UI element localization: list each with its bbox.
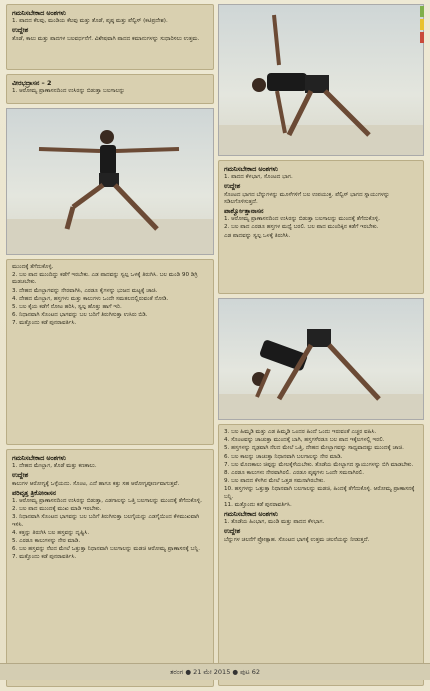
virabhadrasana-heading: ವೀರಭದ್ರಾಸನ – 2 <box>12 79 52 87</box>
step-line: 6. ಬಲ ಹಸ್ತವನ್ನು ನೆಲದ ಮೇಲೆ ಒತ್ತುತ್ತಾ ನಿಧಾನವಾಗಿ ಬಲಗಾಲನ್ನು ಮಡಚಿ ಆರೋಮ್ಯ ಪ್ರಾಣಾಸನಕ್ಕೆ ಬನ್ನಿ. <box>12 546 200 553</box>
parsvottanasana-steps-box <box>218 424 424 686</box>
forward-bend-photo <box>218 298 424 420</box>
purpose-line: ಕಾಲುಗಳ ಆರೋಗ್ಯಕ್ಕೆ ಒಳ್ಳೆಯದು. ಸೊಂಟ, ಎದೆ ಹಾಗೂ ಕತ್ತು ಸಹ ಆರೋಗ್ಯಪೂರ್ಣವಾಗುತ್ತವೆ. <box>12 480 180 487</box>
left-column <box>6 4 214 691</box>
purpose-line: ಸೊಂಟದ ಭಾಗದ ಬೆನ್ನುಗಳನ್ನು ಮೂಳೆಗಳಿಗೆ ಬಲ ಉಪಯುಕ್ತ. ಪೆಲ್ವಿಸ್ ಭಾಗದ ಸ್ನಾಯುಗಳನ್ನು ಸಡಿಲಗೊಳಿಸುತ್ತದೆ. <box>224 191 390 205</box>
step-line: 5. ಎರಡೂ ಕಾಲುಗಳನ್ನು ನೇರ ಮಾಡಿ. <box>12 538 81 545</box>
step-line: 3. ಬಲ ಹಿಮ್ಮಡಿ ಮತ್ತು ಎಡ ಹಿಮ್ಮಡಿ ಒಂದರ ಹಿಂದೆ ಒಂದು ಇರುವಂತೆ ಎಚ್ಚರ ವಹಿಸಿ. <box>224 429 377 435</box>
step-line: 2. ಬಲ ಪಾದ ಮುಂದಿದ್ದು ಕಡೆಗೆ ಇರಬೇಕು. ಎಡ ಪಾದವನ್ನು ಸ್ವಲ್ಪ ಒಳಕ್ಕೆ ತಿರುಗಿಸಿ. ಬಲ ಮಂಡಿ 90 ಡಿಗ್ರಿ ಮಡಚಬೇಕು. <box>12 272 198 286</box>
step-line: 4. ಕತ್ತನ್ನು ತಿರುಗಿಸಿ ಬಲ ಹಸ್ತವನ್ನು ದೃಷ್ಟಿಸಿ. <box>12 529 90 536</box>
triangle-pose-photo <box>218 4 424 156</box>
left-notes-box <box>6 4 214 70</box>
step-line: 9. ಬಲ ಪಾದದ ಕೆಳಗಿನ ಮೇಲೆ ಒತ್ತಡ ಸಮನಾಗಿರಬೇಕು. <box>224 478 326 485</box>
step-line: 4. ದೇಹದ ಮೇಲ್ಭಾಗ, ಹಸ್ತಗಳು ಮತ್ತು ಕಾಲುಗಳು ಒಂದೇ ಸಮತಲದಲ್ಲಿರುವಂತೆ ನೋಡಿ. <box>12 295 169 302</box>
notes-line: 1. ದೇಹದ ಮೇಲ್ಭಾಗ, ತೊಡೆ ಮತ್ತು ಕಣಕಾಲು. <box>12 463 97 470</box>
step-line: 1. ಆರೋಮ್ಯ ಪ್ರಾಣಾಸನದಿಂದ ಉಸಿರನ್ನು ಬಿಡುತ್ತಾ, ಎಡಗಾಲನ್ನು ಒತ್ತಿ ಬಲಗಾಲನ್ನು ಮುಂದಕ್ಕೆ ತೆಗೆದುಕೊಳ್ಳಿ. <box>12 498 203 505</box>
step-line: ಎಡ ಪಾದವನ್ನು ಸ್ವಲ್ಪ ಒಳಕ್ಕೆ ತಿರುಗಿಸಿ. <box>224 232 291 239</box>
virabhadrasana-steps-box <box>6 259 214 445</box>
purpose-heading: ಉದ್ದೇಶ <box>12 471 29 480</box>
step-line: 5. ಹಸ್ತಗಳನ್ನು ದೃಢವಾಗಿ ನೆಲದ ಮೇಲೆ ಒತ್ತಿ, ದೇಹದ ಮೇಲ್ಭಾಗವನ್ನು ಸಾಧ್ಯವಾದಷ್ಟು ಮುಂದಕ್ಕೆ ಚಾಚಿ. <box>224 445 404 452</box>
bar-red <box>420 32 424 43</box>
left-notes-heading: ಗಮನಿಸಬೇಕಾದ ಅಂಶಗಳು <box>12 9 66 17</box>
color-bars <box>420 6 424 62</box>
triangle-pose-figure <box>219 5 424 155</box>
step-line: 7. ಬಲ ಮೊಣಕಾಲು ಚಿಪ್ಪನ್ನು ಮೇಲಕ್ಕೆಳೆಯಬೇಕು. ತೊಡೆಯ ಮೇಲ್ಭಾಗದ ಸ್ನಾಯುಗಳನ್ನು ಬಿಗಿ ಮಾಡಬೇಕು. <box>224 461 414 468</box>
step-line: ಮುಂದಕ್ಕೆ ತೆಗೆದುಕೊಳ್ಳಿ. <box>12 264 54 270</box>
page-footer: ತರಂಗ ● 21 ಮೇ 2015 ● ಪುಟ 62 <box>0 663 430 680</box>
step-line: 3. ದೇಹದ ಮೇಲ್ಭಾಗವನ್ನು ನೇರವಾಗಿಸಿ, ಎರಡೂ ಕೈಗಳನ್ನು ಭುಜದ ಮಟ್ಟಕ್ಕೆ ಚಾಚಿ. <box>12 287 158 294</box>
warrior-pose-photo <box>6 108 214 255</box>
step-line: 7. ಮತ್ತೊಂದು ಕಡೆ ಪುನರಾವರ್ತಿಸಿ. <box>12 320 77 327</box>
notes-line: 1. ತೊಡೆಯ ಹಿಂಭಾಗ, ಮಂಡಿ ಮತ್ತು ಪಾದದ ಕೆಳಭಾಗ. <box>224 519 325 526</box>
left-notes-line: 1. ಪಾದದ ಕೆಲವು, ಮಂಡಿಯ ಕೆಲವು ಮತ್ತು ತೊಡೆ, ಪೃಷ್ಠ ಮತ್ತು ಪೆಲ್ವಿಸ್ (ಕಟಿಪ್ರದೇಶ). <box>12 18 168 25</box>
step-line: 11. ಮತ್ತೊಂದು ಕಡೆ ಪುನರಾವರ್ತಿಸಿ. <box>224 501 292 508</box>
step-line: 6. ಬಲ ಕಾಲನ್ನು ಚಾಚುತ್ತಾ ನಿಧಾನವಾಗಿ ಬಲಗಾಲನ್ನು ನೇರ ಮಾಡಿ. <box>224 453 343 460</box>
step-line: 5. ಬಲ ಕೈಯ ಕಡೆಗೆ ನೋಟ ಹರಿಸಿ, ಸ್ವಲ್ಪ ಹೊತ್ತು ಹಾಗೆ ಇರಿ. <box>12 304 122 311</box>
virabhadrasana-box <box>6 74 214 104</box>
bar-yellow <box>420 19 424 30</box>
purpose-line: ಬೆನ್ನುಗಳ ಚಲನೆಗೆ ಪ್ರೋತ್ಸಾಹ. ಸೊಂಟದ ಭಾಗಕ್ಕೆ ಉತ್ತಮ ಚಲನೆಯನ್ನು ನೀಡುತ್ತದೆ. <box>224 536 370 543</box>
step-line: 10. ಹಸ್ತಗಳನ್ನು ಒತ್ತುತ್ತಾ ನಿಧಾನವಾಗಿ ಬಲಗಾಲನ್ನು ಮಡಚಿ, ಹಿಂದಕ್ಕೆ ತೆಗೆದುಕೊಳ್ಳಿ. ಆರೋಮ್ಯ ಪ್ರಾಣಾಸನಕ್ಕೆ ಬನ್ನಿ. <box>224 486 415 500</box>
right-column <box>218 4 424 690</box>
step-line: 2. ಬಲ ಪಾದ ಎರಡೂ ಹಸ್ತಗಳ ಮಧ್ಯೆ ಬರಲಿ. ಬಲ ಪಾದ ಮುಂದಿಕ್ಕಿನ ಕಡೆಗೆ ಇರಬೇಕು. <box>224 224 379 231</box>
step-line: 1. ಆರೋಮ್ಯ ಪ್ರಾಣಾಸನದಿಂದ ಉಸಿರನ್ನು ಬಿಡುತ್ತಾ ಬಲಗಾಲನ್ನು ಮುಂದಕ್ಕೆ ತೆಗೆದುಕೊಳ್ಳಿ. <box>224 216 381 223</box>
purpose-heading: ಉದ್ದೇಶ <box>224 527 241 536</box>
purpose-heading: ಉದ್ದೇಶ <box>224 182 241 191</box>
bar-green <box>420 6 424 17</box>
left-purpose-heading: ಉದ್ದೇಶ <box>12 26 29 35</box>
forward-bend-figure <box>219 299 424 419</box>
step-line: 3. ನಿಧಾನವಾಗಿ ಸೊಂಟದ ಭಾಗವನ್ನು ಬಲ ಬದಿಗೆ ತಿರುಗಿಸುತ್ತಾ ಬಲಗೈಯನ್ನು ಎಡಗೈಯಿಂದ ಕೆಳಮುಖವಾಗಿ ಇಳಿಸಿ. <box>12 514 200 528</box>
step-line: 6. ನಿಧಾನವಾಗಿ ಸೊಂಟದ ಭಾಗವನ್ನು ಬಲ ಬದಿಗೆ ತಿರುಗಿಸುತ್ತಾ ಉಸಿರು ಬಿಡಿ. <box>12 312 148 319</box>
step-line: 7. ಮತ್ತೊಂದು ಕಡೆ ಪುನರಾವರ್ತಿಸಿ. <box>12 554 77 561</box>
right-notes-box <box>218 160 424 294</box>
warrior-pose-figure <box>7 109 214 254</box>
notes-heading: ಗಮನಿಸಬೇಕಾದ ಅಂಶಗಳು <box>224 165 278 173</box>
parivrtta-heading: ಪರಿವೃತ್ತ ತ್ರಿಕೋನಾಸನ <box>12 488 56 497</box>
parivrtta-box <box>6 449 214 687</box>
notes-heading: ಗಮನಿಸಬೇಕಾದ ಅಂಶಗಳು <box>12 454 66 462</box>
left-purpose-line: ತೊಡೆ, ಕಾಲು ಮತ್ತು ಪಾದಗಳ ಬಲವರ್ಧನೆಗೆ. ವಿಶೇಷವಾಗಿ ಪಾದದ ಕಮಾನುಗಳನ್ನು ಸುಧಾರಿಸಲು ಉತ್ತಮ. <box>12 35 200 42</box>
parsvottanasana-heading: ಪಾರ್ಶ್ವೋತ್ತಾನಾಸನ <box>224 207 264 216</box>
virabhadrasana-step-1: 1. ಆರೋಮ್ಯ ಪ್ರಾಣಾಸನದಿಂದ ಉಸಿರನ್ನು ಬಿಡುತ್ತಾ ಬಲಗಾಲನ್ನು <box>12 88 125 95</box>
step-line: 2. ಬಲ ಪಾದ ಮುಂದಕ್ಕೆ ಮುಖ ಮಾಡಿ ಇರಬೇಕು. <box>12 506 102 513</box>
notes-heading: ಗಮನಿಸಬೇಕಾದ ಅಂಶಗಳು <box>224 510 278 519</box>
step-line: 8. ಎರಡೂ ಕಾಲುಗಳು ನೇರವಾಗಿರಲಿ. ಎರಡೂ ಪೃಷ್ಠಗಳು ಒಂದೇ ಸಮನಾಗಿರಲಿ. <box>224 470 365 477</box>
notes-line: 1. ಪಾದದ ಕೆಳಭಾಗ, ಸೊಂಟದ ಭಾಗ. <box>224 174 293 181</box>
step-line: 4. ಸೊಂಟವನ್ನು ಚಾಚುತ್ತಾ ಮುಂದಕ್ಕೆ ಬಾಗಿ, ಹಸ್ತಗಳೆರಡೂ ಬಲ ಪಾದ ಇಕ್ಕೆಲಗಳಲ್ಲಿ ಇರಲಿ. <box>224 437 385 444</box>
